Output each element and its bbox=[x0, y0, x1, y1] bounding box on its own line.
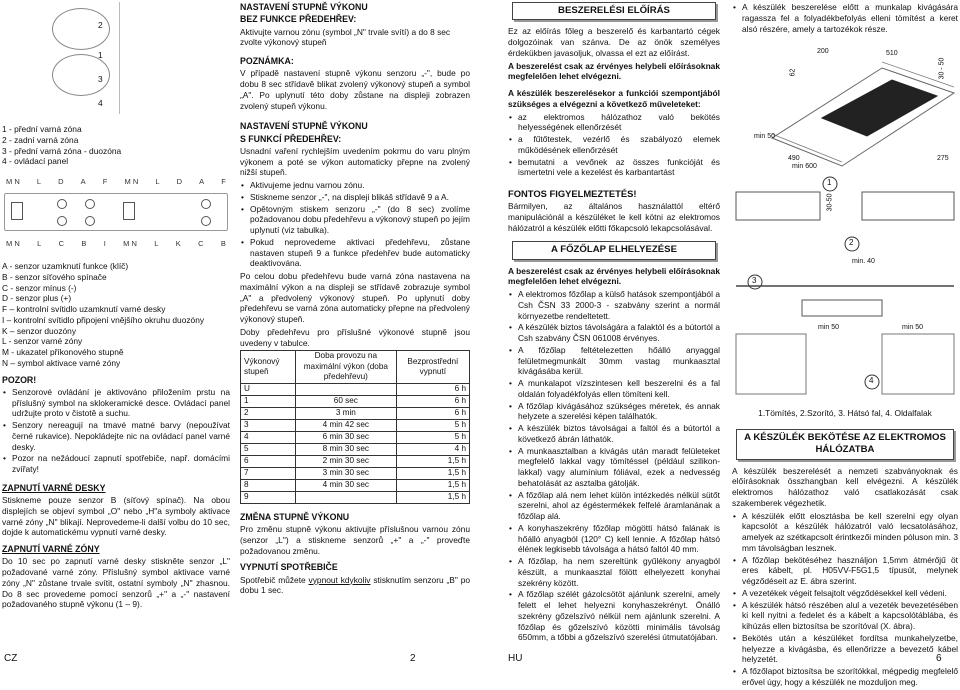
panel-label: M N bbox=[6, 239, 20, 248]
preheat-time-cell: 4 min 30 sec bbox=[295, 479, 396, 491]
callout-number: 3 bbox=[752, 276, 757, 286]
table-row bbox=[241, 491, 470, 503]
section-drawing bbox=[732, 174, 958, 404]
zone-legend bbox=[2, 124, 230, 167]
section-heading-box: BESZERELÉSI ELŐÍRÁS bbox=[512, 2, 716, 20]
panel-label: D bbox=[176, 177, 183, 186]
section-heading-box: A FŐZŐLAP ELHELYEZÉSE bbox=[512, 241, 716, 259]
section-text: Pro změnu stupně výkonu aktivujte příslušnou varnou zónu (senzor „L") a stiskneme senzorů „+" a „-" proveďte požadovanou změnu. bbox=[240, 524, 470, 556]
legend-line: 4 - ovládací panel bbox=[2, 156, 69, 167]
footer-page-right: 6 bbox=[936, 653, 942, 665]
power-level-cell: 9 bbox=[241, 491, 296, 503]
list-item: • A munkalapot vízszintesen kell beszerelni és a fal oldalán folyadékfolyás ellen tömíteni kell. bbox=[508, 378, 720, 400]
shutoff-cell: 1,5 h bbox=[396, 491, 469, 503]
shutoff-cell: 1,5 h bbox=[396, 467, 469, 479]
list-item: • A főzőlap kivágásához szükséges méretek, és annak helyzete a szerelési képen találhatók. bbox=[508, 401, 720, 423]
legend-line: 2 - zadní varná zóna bbox=[2, 134, 79, 145]
panel-label: F bbox=[221, 177, 226, 186]
section-title: NASTAVENÍ STUPNĚ VÝKONU bbox=[240, 2, 368, 12]
section-title: S FUNKCÍ PŘEDEHŘEV: bbox=[240, 133, 342, 144]
section-text: Stiskneme pouze senzor B (síťový spínač). Na obou displejích se objeví symbol „O" nebo „H"a symboly aktivace varné zóny „N" blikají. Neprovedeme-li další volbu do 10 sec, dojde k automatickému vypnutí varné desky. bbox=[2, 495, 230, 538]
shutoff-cell: 6 h bbox=[396, 383, 469, 395]
table-row bbox=[241, 383, 470, 395]
list-item: • A főzőlap, ha nem szereltünk gyűlékony anyagból készült, a munkaasztal fölött elhelyezett konyhai szekrény között. bbox=[508, 556, 720, 588]
panel-label: L bbox=[154, 239, 159, 248]
intro-list bbox=[732, 2, 958, 34]
section-text bbox=[240, 575, 470, 597]
connection-list bbox=[732, 511, 958, 688]
section-text: Ez az előírás főleg a beszerelő és karbantartó cégek dolgozóinak van szánva. De az önök személyes érdekükben javasoljuk, olvassa el ezt az előírást. bbox=[508, 26, 720, 58]
callout-number: 4 bbox=[869, 376, 874, 386]
cross-section-drawing bbox=[732, 174, 958, 404]
hob-cutout bbox=[822, 80, 937, 136]
table-row bbox=[241, 407, 470, 419]
panel-label: A bbox=[199, 177, 205, 186]
section-title: ZAPNUTÍ VARNÉ DESKY bbox=[2, 482, 106, 493]
dimension-label: 490 bbox=[788, 155, 800, 163]
legend-line: C - senzor mínus (-) bbox=[2, 282, 77, 293]
table-header-row bbox=[241, 351, 470, 384]
plus-icon bbox=[201, 199, 211, 209]
installation-drawing bbox=[732, 38, 958, 171]
list-item: • bemutatni a vevőnek az összes funkcióját és ismertetni vele a kezelést és karbantartást bbox=[508, 157, 720, 179]
section-text: Bármilyen, az általános használattól eltérő manipulációnál a készüléket le kell kötni az elektromos hálózatról a készülék előtti főkapcsoló lekapcsolásával. bbox=[508, 201, 720, 233]
table-header: Doba provozu na maximální výkon (doba předehřevu) bbox=[295, 351, 396, 384]
panel-label: F bbox=[102, 177, 108, 186]
callout-number: 2 bbox=[849, 238, 854, 248]
panel-label: B bbox=[220, 239, 226, 248]
panel-label: L bbox=[36, 177, 42, 186]
list-item: • A készülék előtt elosztásba be kell szerelni egy olyan kapcsolót a készülék hálózatról való lecsatolásához, amelyek az szétkapcsolt érintkezői minden póluson min. 3 mm távolságban lesznek. bbox=[732, 511, 958, 554]
dimension-label: 200 bbox=[817, 48, 829, 56]
panel-label: D bbox=[58, 177, 64, 186]
panel-label: M N bbox=[124, 177, 139, 186]
panel-label: M N bbox=[123, 239, 137, 248]
musts-list bbox=[508, 112, 720, 179]
legend-line: 3 - přední varná zóna - duozóna bbox=[2, 145, 122, 156]
section-title: NASTAVENÍ STUPNĚ VÝKONU bbox=[240, 121, 368, 132]
list-item: • Opětovným stiskem senzoru „-" (do 8 sec) zvolíme požadovanou dobu předehřevu a výkonový stupeň po jejím uplynutí (viz tabulka). bbox=[240, 204, 470, 236]
dimension-label: 30 - 50 bbox=[938, 57, 946, 80]
column-3 bbox=[508, 2, 720, 645]
shutoff-cell: 5 h bbox=[396, 431, 469, 443]
panel-label: C bbox=[58, 239, 65, 248]
list-item: • A konyhaszekrény főzőlap mögötti hátsó falának is hőálló anyagból (120° C) kell lennie. A főzőlap hátsó élének legkisebb távolsága a hátsó faltól 40 mm. bbox=[508, 523, 720, 555]
zone-number-4: 4 bbox=[98, 98, 103, 108]
dimension-line bbox=[772, 134, 842, 162]
list-item: • A főzőlapot biztosítsa be szorítókkal, mégpedig megfelelő erővel úgy, hogy a készülék ne mozduljon meg. bbox=[732, 666, 958, 688]
dimension-label: 275 bbox=[937, 155, 949, 163]
section-text: A beszerelést csak az érvényes helybeli előírásoknak megfelelően lehet elvégezni. bbox=[508, 60, 720, 82]
preheat-time-cell: 3 min 30 sec bbox=[295, 467, 396, 479]
panel-label: L bbox=[155, 177, 160, 186]
shutoff-cell: 6 h bbox=[396, 407, 469, 419]
dimension-label: min. 40 bbox=[852, 258, 875, 266]
preheat-steps bbox=[240, 180, 470, 269]
preheat-time-cell bbox=[295, 383, 396, 395]
shutoff-cell: 1,5 h bbox=[396, 455, 469, 467]
legend-line: K – senzor duozóny bbox=[2, 325, 77, 336]
preheat-time-cell: 4 min 42 sec bbox=[295, 419, 396, 431]
callout-number: 1 bbox=[827, 178, 832, 188]
table-row bbox=[241, 455, 470, 467]
zone-number-3: 3 bbox=[98, 74, 103, 84]
section-title: VYPNUTÍ SPOTŘEBIČE bbox=[240, 562, 338, 573]
list-item: • Pozor na nežádoucí zapnutí spotřebiče, např. domácími zvířaty! bbox=[2, 453, 230, 475]
power-icon bbox=[85, 216, 95, 226]
section-text: Po celou dobu předehřevu bude varná zóna nastavena na maximální výkon a na displeji se střídavě zobrazuje symbol „A" a předvolený výkonový stupeň. Po uplynutí doby předehřevu se varná zóna automaticky přepne na předvolený výkonový stupeň. bbox=[240, 271, 470, 324]
panel-label: I bbox=[103, 239, 106, 248]
preheat-time-cell: 60 sec bbox=[295, 395, 396, 407]
display-left-icon bbox=[11, 202, 23, 220]
table-row bbox=[241, 395, 470, 407]
panel-label: B bbox=[81, 239, 87, 248]
list-item: • Bekötés után a készüléket fordítsa munkahelyzetbe, helyezze a kivágásba, és ellenőrizze a bevezető kábel helyzetét. bbox=[732, 633, 958, 665]
key-icon bbox=[85, 199, 95, 209]
power-level-cell: 5 bbox=[241, 443, 296, 455]
preheat-time-cell: 6 min 30 sec bbox=[295, 431, 396, 443]
text-fragment: stisknutím senzoru „B" po dobu 1 sec. bbox=[240, 574, 471, 596]
table-row bbox=[241, 479, 470, 491]
section-text: Aktivujte varnou zónu (symbol „N" trvale svítí) a do 8 sec zvolte výkonový stupeň bbox=[240, 26, 451, 48]
panel-label: C bbox=[198, 239, 204, 248]
list-item: • A munkaasztalban a kivágás után maradt felületeket megfelelő lakkal vagy tömítéssel (például szilikon-lakkal) vagy alumínium fóliával, ezek a nedvesség behatolását az asztalba gátolják. bbox=[508, 446, 720, 489]
shutoff-cell: 5 h bbox=[396, 419, 469, 431]
placement-list bbox=[508, 289, 720, 643]
list-item: • A készülék hátsó részében alul a vezeték bevezetésében ki kell nyitni a fedelet és a kábelt a kapcsolótáblába, és kihúzás ellen biztosítsa be szorítóval (X. ábra). bbox=[732, 600, 958, 632]
hob-zone-diagram bbox=[2, 2, 120, 114]
legend-line: D - senzor plus (+) bbox=[2, 293, 72, 304]
list-item: • a fűtőtestek, vezérlő és szabályozó elemek működésének ellenőrzését bbox=[508, 134, 720, 156]
panel-label: A bbox=[80, 177, 86, 186]
power-level-cell: 6 bbox=[241, 455, 296, 467]
table-header: Výkonový stupeň bbox=[241, 351, 296, 384]
control-panel-strip bbox=[4, 193, 228, 231]
cabinet-left bbox=[736, 334, 806, 394]
section-text: Do 10 sec po zapnutí varné desky stiskněte senzor „L" požadované varné zóny. Příslušný symbol aktivace varné zóny „N" zůstane trvale svítit, ostatní symboly „N" zhasnou. Do 8 sec provedeme pomocí senzorů „+" a „-" nastavení požadovaného stupně výkonu (1 – 9). bbox=[2, 556, 230, 610]
list-item: • A főzőlap bekötéséhez használjon 1,5mm átmérőjű öt eres kábelt, pl. H05VV-F5G1,5 típusút, melynek végződéseit az E. ábra szerint. bbox=[732, 555, 958, 587]
power-level-cell: 1 bbox=[241, 395, 296, 407]
list-item: • A vezetékek végeit felsajtolt végződésekkel kell védeni. bbox=[732, 588, 958, 599]
zone-number-1: 1 bbox=[98, 50, 103, 60]
list-item: • A főzőlap feltételezetten hőálló anyaggal felületmegmunkált 30mm vastag munkaasztal kivágásába kerül. bbox=[508, 345, 720, 377]
dimension-label: min 50 bbox=[902, 324, 924, 332]
cabinet-right bbox=[882, 334, 954, 394]
dimension-label: 30-50 bbox=[826, 193, 834, 212]
footer-lang-left: CZ bbox=[4, 653, 18, 665]
dimension-label: min 50 bbox=[754, 133, 776, 141]
legend-line: L - senzor varné zóny bbox=[2, 336, 83, 347]
power-level-cell: 4 bbox=[241, 431, 296, 443]
preheat-time-cell bbox=[295, 491, 396, 503]
note-title: POZNÁMKA: bbox=[240, 56, 294, 66]
preheat-table-body bbox=[240, 383, 470, 504]
text-fragment: Spotřebič můžete bbox=[240, 574, 309, 585]
column-4 bbox=[732, 2, 958, 690]
legend-line: I – kontrolní svítidlo připojení vnějšího okruhu duozóny bbox=[2, 314, 205, 325]
list-item: • A készülék biztos távolságai a faltól és a bútortól a következő ábrán láthatók. bbox=[508, 423, 720, 445]
pozor-title: POZOR! bbox=[2, 374, 37, 385]
section-text: A beszerelést csak az érvényes helybeli előírásoknak megfelelően lehet elvégezni. bbox=[508, 265, 720, 287]
note-text: V případě nastavení stupně výkonu senzoru „-", bude po dobu 8 sec střídavě blikat zvolený výkonový stupeň a symbol „A". Po uplynutí této doby zůstane na displeji zobrazen zvolený stupeň výkonu. bbox=[240, 68, 470, 111]
worktop-cutout-drawing bbox=[732, 38, 958, 168]
section-text: Usnadní vaření rychlejším uvedením pokrmu do varu plným výkonem a poté se výkon automaticky přepne na zvolený nižší stupeň. bbox=[240, 145, 470, 178]
list-item: • Stiskneme senzor „-", na displeji blikáš střídavě 9 a A. bbox=[240, 192, 470, 203]
worktop-section-left bbox=[736, 192, 820, 220]
section-title: BEZ FUNKCE PŘEDEHŘEV: bbox=[240, 14, 357, 25]
zone-number-2: 2 bbox=[98, 20, 103, 30]
legend-line: F – kontrolní svítidlo uzamknutí varné desky bbox=[2, 304, 166, 314]
control-panel-diagram bbox=[2, 177, 230, 257]
power-level-cell: 3 bbox=[241, 419, 296, 431]
preheat-time-cell: 3 min bbox=[295, 407, 396, 419]
section-text: A készülék beszerelését a nemzeti szabványoknak és előírásoknak összhangban kell elvégezni. A készülék elektromos hálózathoz való csatlakozását csak szakemberek végezhetik. bbox=[732, 465, 958, 508]
list-item: • az elektromos hálózathoz való bekötés helyességének ellenőrzését bbox=[508, 112, 720, 134]
panel-label: M N bbox=[6, 177, 20, 186]
list-item: • Senzorové ovládání je aktivováno přiložením prstu na příslušný symbol na sklokeramické desce. Ovládací panel udržujte proto v čistotě a suchu. bbox=[2, 387, 230, 419]
shutoff-cell: 6 h bbox=[396, 395, 469, 407]
dimension-label: 510 bbox=[886, 50, 898, 58]
list-item: • A készülék biztos távolságára a falaktól és a bútortól a Csh szabvány ČSN 061008 érvényes. bbox=[508, 322, 720, 344]
footer-page-left: 2 bbox=[410, 653, 416, 665]
table-header: Bezprostřední vypnutí bbox=[396, 351, 469, 384]
column-2 bbox=[240, 2, 470, 598]
preheat-time-cell: 2 min 30 sec bbox=[295, 455, 396, 467]
table-row bbox=[241, 443, 470, 455]
table-row bbox=[241, 467, 470, 479]
section-title: ZMĚNA STUPNĚ VÝKONU bbox=[240, 511, 350, 522]
legend-line: A - senzor uzamknutí funkce (klíč) bbox=[2, 261, 129, 271]
list-item: • A elektromos főzőlap a külső hatások szempontjából a Csh ČSN 33 2000-3 - szabvány szerint a normál környezetbe rendeltetett. bbox=[508, 289, 720, 321]
list-item: • Pokud neprovedeme aktivaci předehřevu, zůstane nastaven stupeň 9 a funkce předehřev bude automaticky deaktivována. bbox=[240, 237, 470, 269]
section-title: FONTOS FIGYELMEZTETÉS! bbox=[508, 188, 637, 200]
list-item: • A készülék beszerelése előtt a munkalap kivágására ragassza fel a folyadékbefolyás elleni tömítést a keret alsó részére, amely a tartozékok része. bbox=[732, 2, 958, 34]
section-text: A készülék beszerelésekor a funkciói szempontjából szükséges a elvégezni a következő műveleteket: bbox=[508, 88, 720, 109]
table-row bbox=[241, 431, 470, 443]
plus-icon bbox=[57, 199, 67, 209]
shutoff-cell: 4 h bbox=[396, 443, 469, 455]
power-level-cell: 2 bbox=[241, 407, 296, 419]
panel-labels-bottom bbox=[6, 239, 226, 249]
power-icon bbox=[201, 216, 211, 226]
table-row bbox=[241, 419, 470, 431]
dimension-label: min 50 bbox=[818, 324, 840, 332]
power-level-cell: U bbox=[241, 383, 296, 395]
legend-line: M - ukazatel příkonového stupně bbox=[2, 347, 124, 357]
minus-icon bbox=[57, 216, 67, 226]
power-level-cell: 7 bbox=[241, 467, 296, 479]
section-title: ZAPNUTÍ VARNÉ ZÓNY bbox=[2, 544, 100, 554]
text-fragment: vypnout kdykoliv bbox=[308, 574, 371, 585]
legend-line: N – symbol aktivace varné zóny bbox=[2, 357, 121, 368]
footer-lang-right: HU bbox=[508, 653, 523, 665]
figure-caption: 1.Tömítés, 2.Szorító, 3. Hátsó fal, 4. Oldalfalak bbox=[758, 408, 932, 419]
preheat-table bbox=[240, 350, 470, 384]
section-text: Doby předehřevu pro příslušné výkonové stupně jsou uvedeny v tabulce. bbox=[240, 326, 470, 348]
list-item: • A főzőlap alá nem lehet külön intézkedés nélkül sütőt szerelni, ahol az égéstermékek felfelé áramlanának a főzőlap alá. bbox=[508, 490, 720, 522]
dimension-label: 62 bbox=[789, 68, 797, 77]
panel-label: L bbox=[37, 239, 42, 248]
preheat-time-cell: 8 min 30 sec bbox=[295, 443, 396, 455]
legend-line: 1 - přední varná zóna bbox=[2, 124, 82, 134]
display-right-icon bbox=[123, 202, 135, 220]
power-level-cell: 8 bbox=[241, 479, 296, 491]
worktop-section-right bbox=[862, 192, 954, 220]
panel-labels-top bbox=[6, 177, 226, 187]
hob-body bbox=[802, 300, 882, 316]
dimension-label: min 600 bbox=[792, 163, 817, 171]
pozor-list bbox=[2, 387, 230, 475]
panel-label: K bbox=[175, 239, 181, 248]
legend-line: B - senzor síťového spínače bbox=[2, 271, 107, 282]
list-item: • Senzory nereagují na tmavé matné barvy (nepoužívat černé rukavice). Nepokládejte nic na ovládací panel varné desky. bbox=[2, 420, 230, 452]
section-heading-box: A KÉSZÜLÉK BEKÖTÉSE AZ ELEKTROMOS HÁLÓZATBA bbox=[736, 429, 954, 460]
column-1 bbox=[2, 2, 230, 612]
shutoff-cell: 1,5 h bbox=[396, 479, 469, 491]
list-item: • Aktivujeme jednu varnou zónu. bbox=[240, 180, 470, 191]
list-item: • A főzőlap szélét gázolcsötöt ajánlunk szerelni, amely felett el lehet helyezni konyhaszekrényt. Önálló szekrény gőzelszívó nélkül nem ajánlunk szerelni. A főzőlap és gőzelszívó közötti minimális távolság 650mm, a tőbbi a gőzelszívó szerelési útmutatójában. bbox=[508, 589, 720, 643]
sensor-legend bbox=[2, 261, 230, 369]
